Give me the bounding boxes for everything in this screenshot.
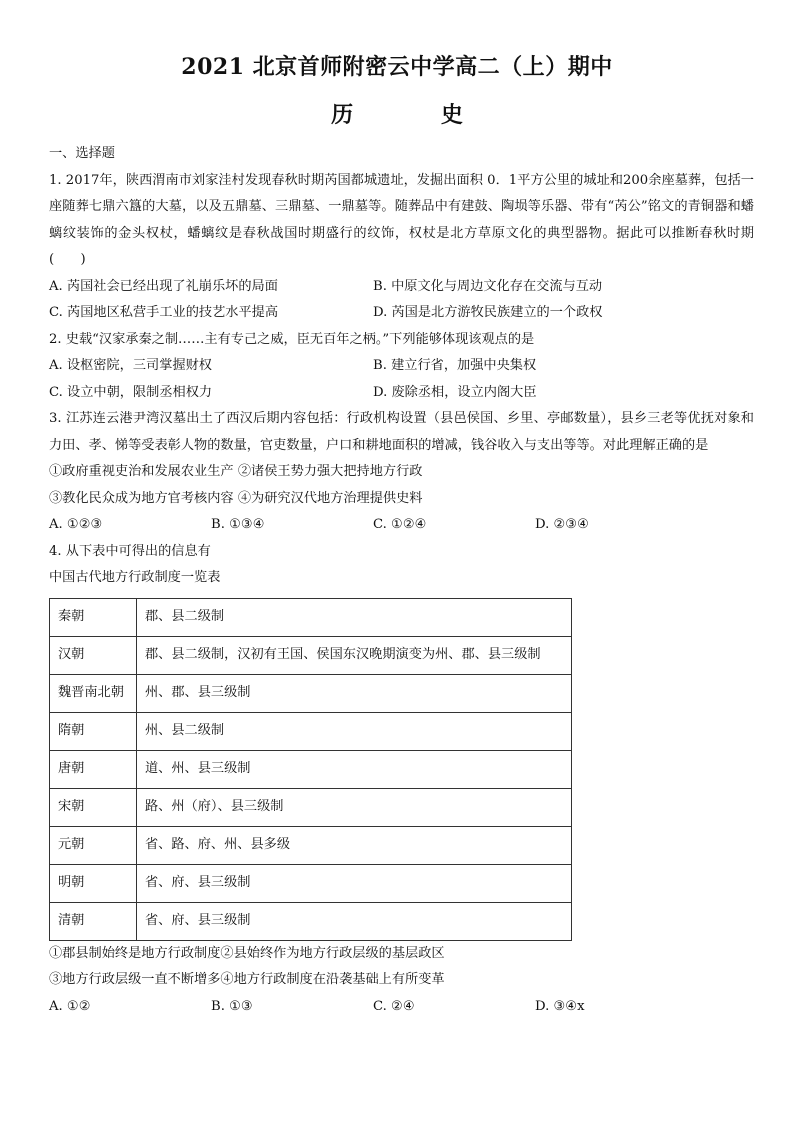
system-cell: 省、路、府、州、县多级 — [137, 826, 572, 864]
q3-option-d[interactable]: D. ②③④ — [535, 517, 589, 532]
exam-title: 2021 北京首师附密云中学高二（上）期中 — [181, 54, 613, 80]
table-row — [50, 750, 572, 788]
table-row — [50, 636, 572, 674]
question-2-stem: 2. 史载“汉家承秦之制……主有专己之威，臣无百年之柄。”下列能够体现该观点的是 — [49, 331, 535, 347]
q1-option-a[interactable]: A. 芮国社会已经出现了礼崩乐坏的局面 — [49, 278, 278, 294]
system-cell: 路、州（府）、县三级制 — [137, 788, 572, 826]
section-heading: 一、选择题 — [49, 146, 115, 161]
dynasty-cell: 清朝 — [50, 902, 137, 940]
q1-option-b[interactable]: B. 中原文化与周边文化存在交流与互动 — [373, 278, 603, 294]
table-row — [50, 864, 572, 902]
question-3-options — [49, 512, 754, 539]
system-cell: 郡、县二级制 — [137, 598, 572, 636]
question-4-options — [49, 994, 754, 1021]
dynasty-cell: 隋朝 — [50, 712, 137, 750]
dynasty-cell: 元朝 — [50, 826, 137, 864]
q1-option-d[interactable]: D. 芮国是北方游牧民族建立的一个政权 — [373, 305, 603, 320]
q3-option-c[interactable]: C. ①②④ — [373, 517, 427, 532]
dynasty-cell: 唐朝 — [50, 750, 137, 788]
question-2-options-row-2 — [49, 380, 754, 407]
q4-option-b[interactable]: B. ①③ — [211, 998, 253, 1014]
table-row — [50, 674, 572, 712]
dynasty-cell: 明朝 — [50, 864, 137, 902]
q2-option-d[interactable]: D. 废除丞相，设立内阁大臣 — [373, 384, 537, 400]
q2-option-c[interactable]: C. 设立中朝，限制丞相权力 — [49, 384, 213, 400]
table-row — [50, 788, 572, 826]
admin-system-table — [49, 598, 572, 941]
q3-statement-1: ①政府重视吏治和发展农业生产 ②诸侯王势力强大把持地方行政 — [49, 464, 423, 479]
dynasty-cell: 魏晋南北朝 — [50, 674, 137, 712]
q3-option-a[interactable]: A. ①②③ — [49, 517, 103, 532]
dynasty-cell: 秦朝 — [50, 598, 137, 636]
dynasty-cell: 汉朝 — [50, 636, 137, 674]
table-row — [50, 712, 572, 750]
table-row — [50, 826, 572, 864]
q4-statement-2: ③地方行政层级一直不断增多④地方行政制度在沿袭基础上有所变革 — [49, 972, 445, 987]
system-cell: 省、府、县三级制 — [137, 864, 572, 902]
question-3-stem: 3. 江苏连云港尹湾汉墓出土了西汉后期内容包括：行政机构设置（县邑侯国、乡里、亭邮数量），县乡三老等优抚对象和力田、孝、悌等受表彰人物的数量，官吏数量，户口和耕地面积的增减，钱谷收入与支出等等。对此理解正确的是 — [49, 411, 754, 453]
question-4-stem: 4. 从下表中可得出的信息有 — [49, 543, 211, 559]
system-cell: 郡、县二级制，汉初有王国、侯国东汉晚期演变为州、郡、县三级制 — [137, 636, 572, 674]
dynasty-cell: 宋朝 — [50, 788, 137, 826]
table-row — [50, 902, 572, 940]
question-2-options-row-1 — [49, 353, 754, 380]
table-row — [50, 598, 572, 636]
question-1-options-row-2 — [49, 300, 754, 327]
question-1-stem: 1. 2017年，陕西渭南市刘家洼村发现春秋时期芮国都城遗址，发掘出面积 0．1平方公里的城址和200余座墓葬，包括一座随葬七鼎六簋的大墓，以及五鼎墓、三鼎墓、一鼎墓等。随葬品中有建鼓、陶埙等乐器、带有“芮公”铭文的青铜器和蟠螭纹装饰的金头权杖，蟠螭纹是春秋战国时期盛行的纹饰，权杖是北方草原文化的典型器物。据此可以推断春秋时期( ) — [49, 172, 754, 267]
q2-option-a[interactable]: A. 设枢密院，三司掌握财权 — [49, 358, 212, 373]
q4-option-a[interactable]: A. ①② — [49, 998, 91, 1014]
q3-statement-2: ③教化民众成为地方官考核内容 ④为研究汉代地方治理提供史料 — [49, 490, 423, 506]
q1-option-c[interactable]: C. 芮国地区私营手工业的技艺水平提高 — [49, 305, 279, 320]
exam-content — [49, 141, 754, 1020]
q4-option-c[interactable]: C. ②④ — [373, 998, 415, 1014]
table-title: 中国古代地方行政制度一览表 — [49, 570, 221, 585]
question-1-options-row-1 — [49, 274, 754, 301]
system-cell: 省、府、县三级制 — [137, 902, 572, 940]
system-cell: 道、州、县三级制 — [137, 750, 572, 788]
subject-title: 历 史 — [331, 102, 503, 128]
system-cell: 州、郡、县三级制 — [137, 674, 572, 712]
q4-statement-1: ①郡县制始终是地方行政制度②县始终作为地方行政层级的基层政区 — [49, 945, 445, 961]
q2-option-b[interactable]: B. 建立行省，加强中央集权 — [373, 358, 537, 373]
q4-option-d[interactable]: D. ③④x — [535, 998, 585, 1014]
q3-option-b[interactable]: B. ①③④ — [211, 517, 265, 532]
system-cell: 州、县二级制 — [137, 712, 572, 750]
